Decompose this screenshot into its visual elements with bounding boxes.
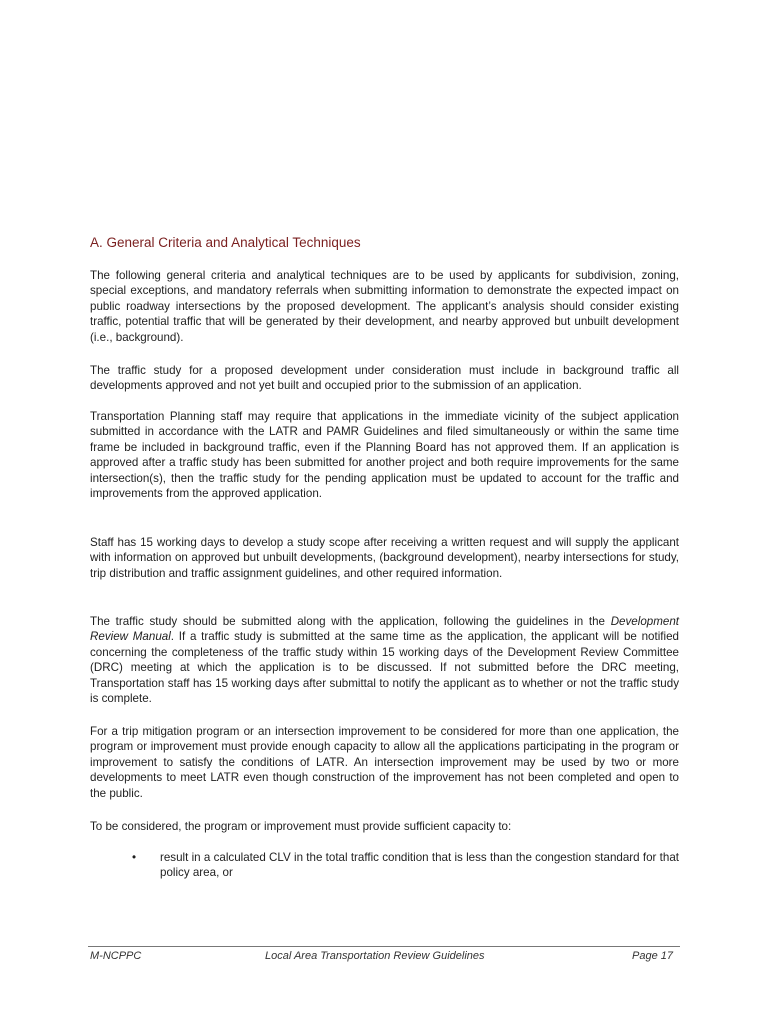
bullet-dot-icon: • [132,851,137,864]
bullet-item-text: result in a calculated CLV in the total traffic condition that is less than the congestion standard for that policy area, or [160,851,679,880]
paragraph-submission-part-1: The traffic study should be submitted along with the application, following the guidelines in the [90,615,611,628]
footer-document-title: Local Area Transportation Review Guidelines [265,950,485,962]
paragraph-capacity-intro: To be considered, the program or improvement must provide sufficient capacity to: [90,820,512,833]
paragraph-general-criteria: The following general criteria and analytical techniques are to be used by applicants for subdivision, zoning, special exceptions, and mandatory referrals when submitting information to demonstrate the expected impact on public roadway intersections by the proposed development. The applicant’s analysis should consider existing traffic, potential traffic that will be generated by their development, and nearby approved but unbuilt development (i.e., background). [90,269,679,344]
paragraph-submission-part-2: . If a traffic study is submitted at the same time as the application, the applicant will be notified concerning the completeness of the traffic study within 15 working days of the Development Review Committee (DRC) meeting at which the application is to be discussed. If not submitted before the DRC meeting, Transportation staff has 15 working days after submittal to notify the applicant as to whether or not the traffic study is complete. [90,630,679,706]
footer-page-number: Page 17 [632,950,673,962]
bullet-item [132,850,679,881]
paragraph-study-scope: Staff has 15 working days to develop a study scope after receiving a written request and will supply the applicant with information on approved but unbuilt developments, (background development), nearby intersections for study, trip distribution and traffic assignment guidelines, and other required information. [90,536,679,580]
paragraph-submission [90,614,679,706]
paragraph-staff-requirements: Transportation Planning staff may require that applications in the immediate vicinity of the subject application submitted in accordance with the LATR and PAMR Guidelines and filed simultaneously or within the same time frame be included in background traffic, even if the Planning Board has not approved them. If an application is approved after a traffic study has been submitted for another project and both require improvements for the same intersection(s), then the traffic study for the pending application must be updated to account for the traffic and improvements from the approved application. [90,410,679,501]
development-review-manual-title: Development Review Manual [90,615,679,644]
paragraph-trip-mitigation: For a trip mitigation program or an intersection improvement to be considered for more than one application, the program or improvement must provide enough capacity to allow all the applications participating in the program or improvement to satisfy the conditions of LATR. An intersection improvement may be used by two or more developments to meet LATR even though construction of the improvement has not been completed and open to the public. [90,725,679,800]
paragraph-background-traffic: The traffic study for a proposed development under consideration must include in background traffic all developments approved and not yet built and occupied prior to the submission of an application. [90,364,679,393]
footer-organization: M-NCPPC [90,950,142,962]
section-heading: A. General Criteria and Analytical Techniques [90,235,361,250]
footer-divider [88,946,680,947]
